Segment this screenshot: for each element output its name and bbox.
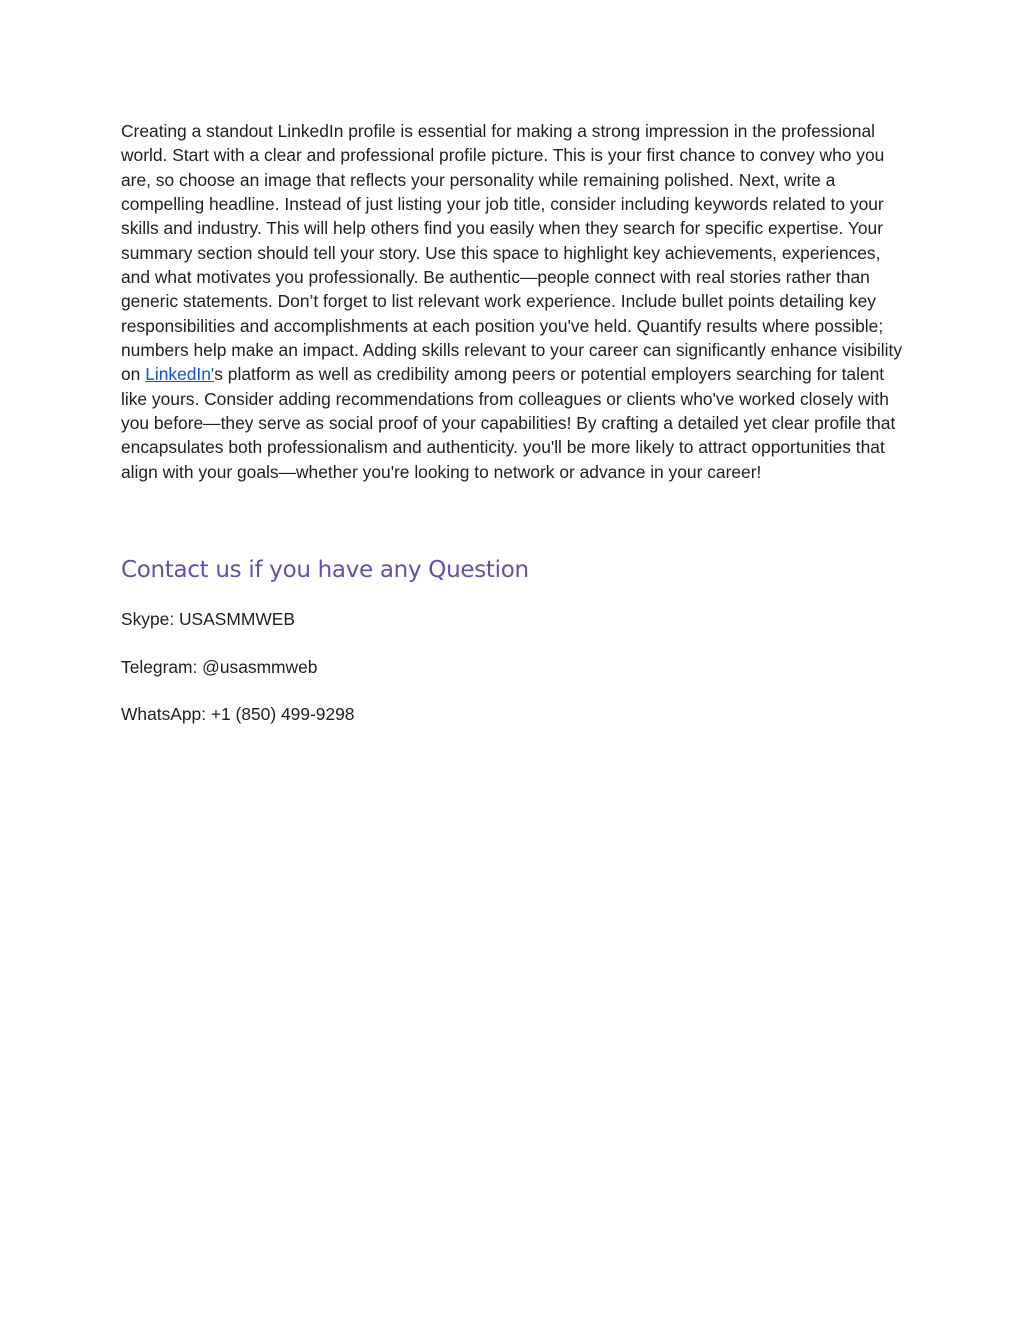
article-text-after-link: s platform as well as credibility among peers or potential employers searching for talent like yours. Consider adding recommendations from colleagues or clients who've worked closely with you before—they serve as social proof of your capabilities! By crafting a detailed yet clear profile that encapsulates both professionalism and authenticity. you'll be more likely to attract opportunities that align with your goals—whether you're looking to network or advance in your career!: [121, 364, 896, 482]
article-text-before-link: Creating a standout LinkedIn profile is essential for making a strong impression in the professional world. Start with a clear and professional profile picture. This is your first chance to convey who you are, so choose an image that reflects your personality while remaining polished. Next, write a compelling headline. Instead of just listing your job title, consider including keywords related to your skills and industry. This will help others find you easily when they search for specific expertise. Your summary section should tell your story. Use this space to highlight key achievements, experiences, and what motivates you professionally. Be authentic—people connect with real stories rather than generic statements. Don’t forget to list relevant work experience. Include bullet points detailing key responsibilities and accomplishments at each position you've held. Quantify results where possible; numbers help make an impact. Adding skills relevant to your career can significantly enhance visibility on: [121, 121, 903, 385]
whatsapp-contact: WhatsApp: +1 (850) 499-9298: [121, 704, 355, 724]
contact-heading: Contact us if you have any Question: [121, 557, 529, 583]
article-paragraph: [121, 119, 911, 484]
skype-contact: Skype: USASMMWEB: [121, 609, 295, 629]
linkedin-link[interactable]: LinkedIn': [145, 364, 215, 385]
telegram-contact: Telegram: @usasmmweb: [121, 657, 318, 677]
